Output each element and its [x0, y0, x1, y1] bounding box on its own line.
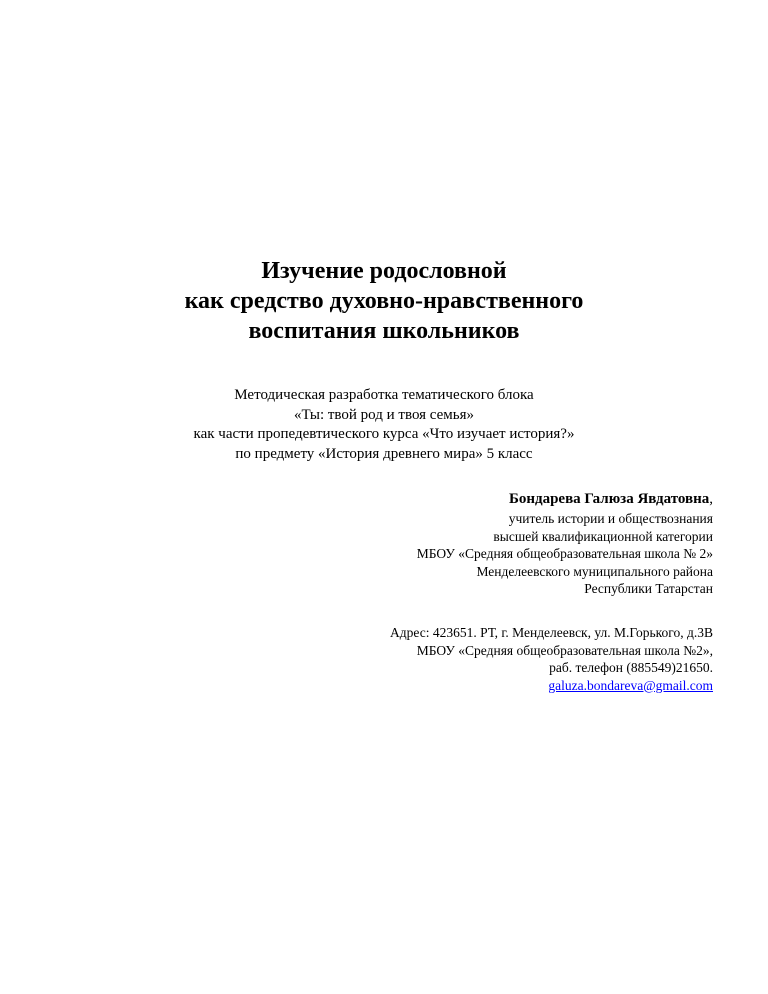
address-info: [193, 624, 713, 694]
author-name-suffix: ,: [709, 491, 713, 507]
address-school: МБОУ «Средняя общеобразовательная школа №2»,: [416, 642, 713, 658]
title-line-1: Изучение родословной: [261, 258, 507, 284]
address-phone: раб. телефон (885549)21650.: [549, 660, 713, 675]
title-line-2: как средство духовно-нравственного: [184, 288, 584, 314]
author-republic: Республики Татарстан: [584, 581, 713, 596]
subtitle-line-1: Методическая разработка тематического блока: [234, 387, 534, 403]
author-name: Бондарева Галюза Явдатовна: [508, 491, 710, 507]
author-position: учитель истории и обществознания: [508, 511, 713, 526]
subtitle-line-3: как части пропедевтического курса «Что изучает история?»: [193, 426, 575, 442]
author-name-line: [193, 489, 713, 509]
email-link[interactable]: galuza.bondareva@gmail.com: [548, 677, 713, 693]
subtitle-line-2: «Ты: твой род и твоя семья»: [293, 406, 475, 423]
author-info: [193, 489, 713, 598]
author-school: МБОУ «Средняя общеобразовательная школа № 2»: [416, 546, 713, 561]
title-line-3: воспитания школьников: [248, 318, 520, 344]
address-line: Адрес: 423651. РТ, г. Менделеевск, ул. М.Горького, д.3В: [390, 625, 713, 640]
document-title: [0, 256, 768, 346]
subtitle-line-4: по предмету «История древнего мира» 5 класс: [235, 445, 533, 462]
author-category: высшей квалификационной категории: [493, 528, 713, 544]
document-subtitle: [0, 386, 768, 464]
author-district: Менделеевского муниципального района: [476, 563, 713, 579]
